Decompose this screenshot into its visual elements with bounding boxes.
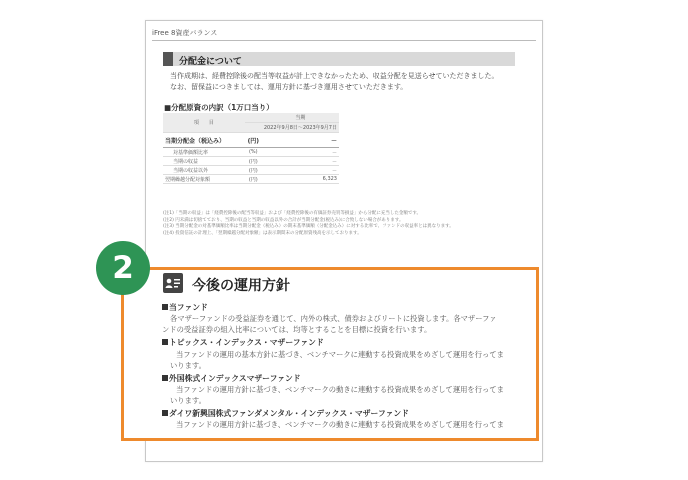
- fund-text-line: 当ファンドの運用方針に基づき、ベンチマークの動きに連動する投資成果をめざして運用を行ってま: [176, 420, 504, 429]
- bullet-square: [162, 304, 168, 310]
- table-row: [163, 148, 339, 157]
- table-row: [163, 175, 339, 184]
- note-item: (注2) 円未満は切捨てており、当期の収益と当期の収益以外の合計が当期分配金(税込み)に合致しない場合があります。: [163, 217, 404, 223]
- fund-text-line: いります。: [170, 361, 206, 370]
- fund-heading: 当ファンド: [162, 302, 208, 313]
- table-cell: (%): [245, 148, 262, 157]
- bullet-square: [162, 375, 168, 381]
- table-period-range: 2022年9月8日～2023年9月7日: [262, 123, 339, 133]
- table-cell: －: [262, 166, 339, 175]
- table-cell: 対基準価額比率: [163, 148, 245, 157]
- bullet-square: [162, 339, 168, 345]
- table-row: [163, 166, 339, 175]
- table-header-row: [163, 113, 339, 123]
- table-cell: －: [262, 148, 339, 157]
- fund-heading: ダイワ新興国株式ファンダメンタル・インデックス・マザーファンド: [162, 408, 409, 419]
- policy-title: 今後の運用方針: [192, 278, 290, 294]
- section-title: 分配金について: [179, 57, 242, 67]
- table-cell: 6,323: [262, 175, 339, 184]
- section-marker: [163, 52, 173, 66]
- fund-text-line: いります。: [170, 396, 206, 405]
- fund-text-line: 各マザーファンドの受益証券を通じて、内外の株式、債券およびリートに投資します。各マザーファ: [170, 314, 497, 323]
- table-cell: 当期の収益以外: [163, 166, 245, 175]
- bullet-square: [162, 410, 168, 416]
- table-cell: (円): [245, 133, 262, 148]
- table-cell: 当期分配金（税込み）: [163, 133, 245, 148]
- fund-heading: トピックス・インデックス・マザーファンド: [162, 337, 324, 348]
- note-item: (注3) 当期分配金の対基準価額比率は当期分配金（税込み）の期末基準価額（分配金込み）に対する比率で、ファンドの収益率とは異なります。: [163, 224, 454, 229]
- table-heading: ■分配原資の内訳（1万口当り）: [164, 103, 274, 112]
- table-cell: －: [262, 157, 339, 166]
- table-header-item: 項 目: [163, 113, 245, 133]
- table-cell: (円): [245, 157, 262, 166]
- note-item: (注4) 投資信託の計理上、「翌期繰越分配対象額」は表示期間末の分配原資残高を示しております。: [163, 230, 362, 236]
- fund-heading: 外国株式インデックスマザーファンド: [162, 373, 301, 384]
- policy-card-icon: [163, 273, 183, 293]
- table-notes: [163, 211, 454, 237]
- table-cell: 翌期繰越分配対象額: [163, 175, 245, 184]
- fund-text-line: 当ファンドの運用方針に基づき、ベンチマークの動きに連動する投資成果をめざして運用を行ってま: [176, 385, 504, 394]
- table-row: [163, 157, 339, 166]
- table-row: [163, 133, 339, 148]
- fund-text-line: 当ファンドの運用の基本方針に基づき、ベンチマークに連動する投資成果をめざして運用を行ってま: [176, 350, 504, 359]
- table-cell: (円): [245, 166, 262, 175]
- table-cell: －: [262, 133, 339, 148]
- step-badge: 2: [96, 241, 150, 295]
- header-divider: [152, 40, 536, 41]
- document-header: iFree 8資産バランス: [152, 29, 218, 37]
- table-cell: 当期の収益: [163, 157, 245, 166]
- intro-line-1: 当作成期は、経費控除後の配当等収益が計上できなかったため、収益分配を見送らせていただきました。: [170, 72, 499, 80]
- table-period-label: 当期: [262, 113, 339, 123]
- fund-text-line: ンドの受益証券の組入比率については、均等とすることを目標に投資を行います。: [162, 325, 432, 334]
- note-item: (注1)「当期の収益」は「経費控除後の配当等収益」および「経費控除後の有価証券売買等損益」から分配に充当した金額です。: [163, 211, 422, 216]
- intro-line-2: なお、留保益につきましては、運用方針に基づき運用させていただきます。: [170, 83, 408, 91]
- section-title-bar: [163, 52, 515, 66]
- distribution-table: [163, 113, 339, 184]
- table-cell: (円): [245, 175, 262, 184]
